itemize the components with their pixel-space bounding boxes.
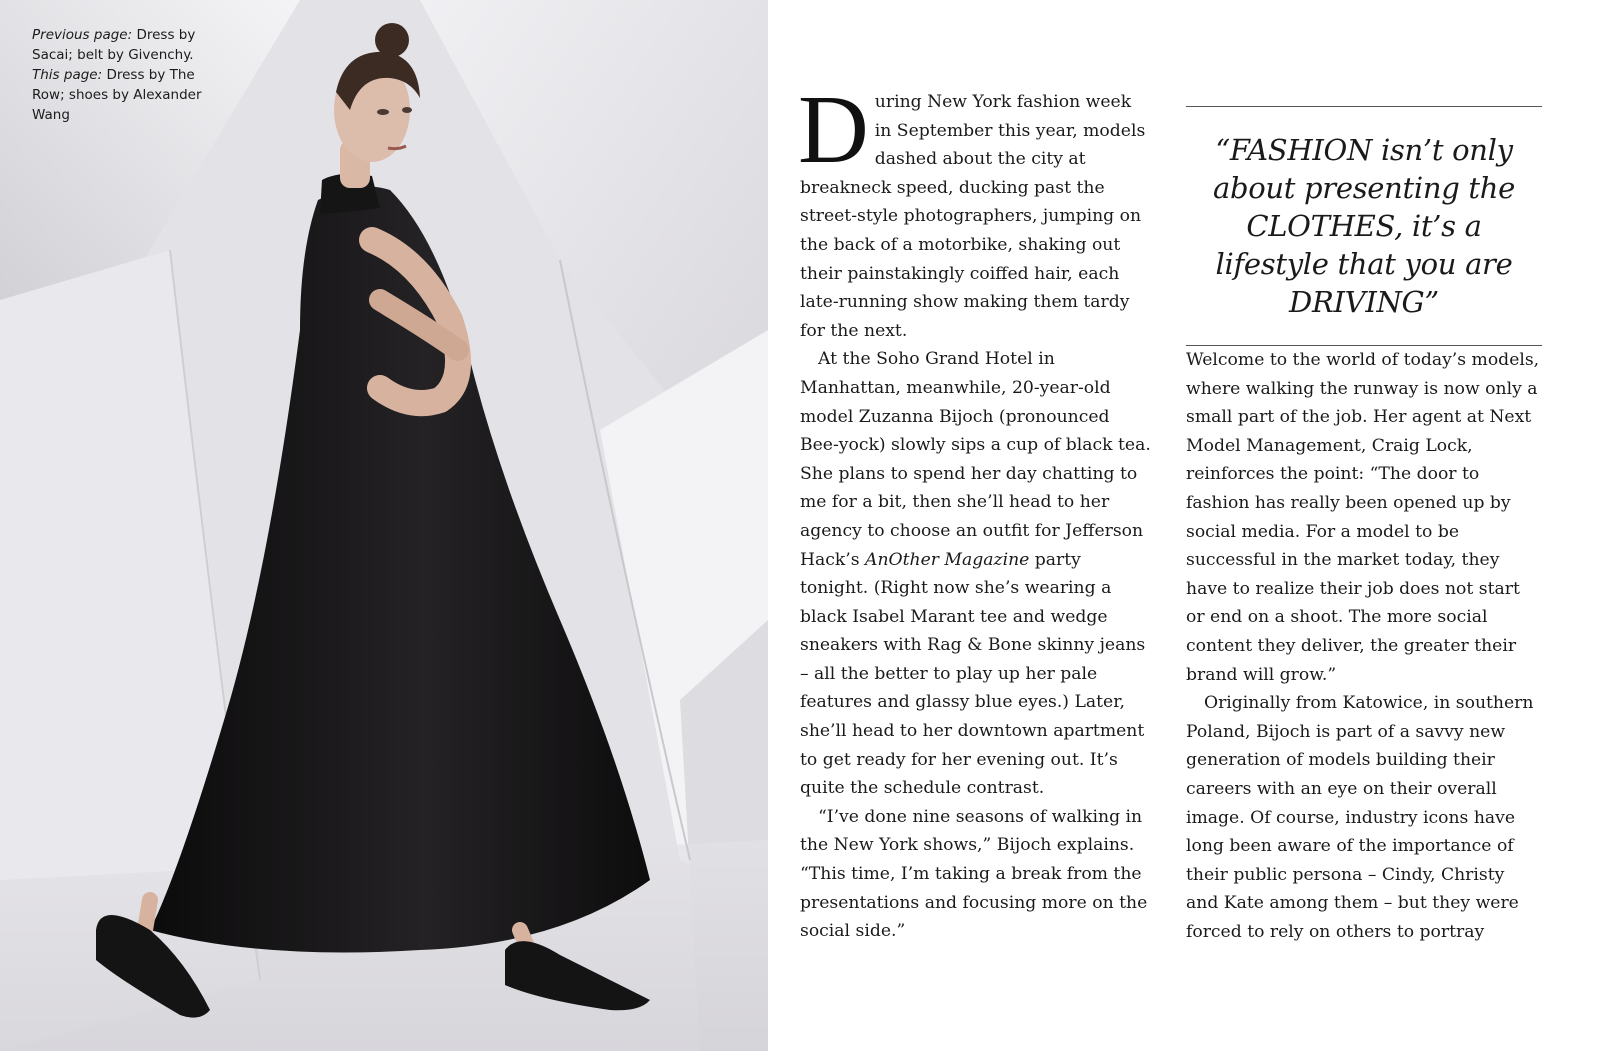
- paragraph-2-text-a: At the Soho Grand Hotel in Manhattan, meanwhile, 20-year-old model Zuzanna Bijoch (pronounced Bee-yock) slowly sips a cup of black tea. She plans to spend her day chatting to me for a bit, then she’ll head to her agency to choose an outfit for Jefferson Hack’s: [800, 349, 1151, 570]
- article-column-right: [1186, 346, 1541, 946]
- drop-cap: D: [798, 76, 869, 184]
- pull-quote: [1186, 106, 1542, 346]
- paragraph-2-text-b: party tonight. (Right now she’s wearing a black Isabel Marant tee and wedge sneakers with Rag & Bone skinny jeans – all the better to play up her pale features and glassy blue eyes.) Later, she’ll head to her downtown apartment to get ready for her evening out. It’s quite the schedule contrast.: [800, 549, 1146, 799]
- article-paragraph-2: [800, 345, 1152, 803]
- paragraph-1-text: uring New York fashion week in September this year, models dashed about the city at breakneck speed, ducking past the street-style photographers, jumping on the back of a motorbike, shaking out their painstakingly coiffed hair, each late-running show making them tardy for the next.: [800, 92, 1146, 341]
- magazine-title: AnOther Magazine: [865, 549, 1030, 570]
- article-paragraph-4: Welcome to the world of today’s models, where walking the runway is now only a small part of the job. Her agent at Next Model Management, Craig Lock, reinforces the point: “The door to fashion has really been opened up by social media. For a model to be successful in the market today, they have to realize their job does not start or end on a shoot. The more social content they deliver, the greater their brand will grow.”: [1186, 350, 1540, 685]
- article-paragraph-5: Originally from Katowice, in southern Poland, Bijoch is part of a savvy new generation of models building their careers with an eye on their overall image. Of course, industry icons have long been aware of the importance of their public persona – Cindy, Christy and Kate among them – but they were forced to rely on others to portray: [1186, 693, 1534, 942]
- caption-previous-text: Dress by Sacai; belt by Givenchy.: [32, 27, 196, 63]
- article-page: [768, 0, 1600, 1051]
- article-paragraph-1: [798, 76, 1152, 345]
- photo-page: [0, 0, 768, 1051]
- caption-this-label: This page:: [32, 67, 103, 83]
- pull-quote-text: “FASHION isn’t only about presenting the CLOTHES, it’s a lifestyle that you are DRIVING”: [1212, 133, 1516, 319]
- model-photo: [0, 0, 768, 1051]
- article-column-left: [798, 76, 1152, 946]
- caption-this-text: Dress by The Row; shoes by Alexander Wang: [32, 67, 202, 123]
- article-paragraph-3: “I’ve done nine seasons of walking in the New York shows,” Bijoch explains. “This time, I’m taking a break from the presentations and focusing more on the social side.”: [800, 806, 1148, 942]
- caption-previous-label: Previous page:: [32, 27, 133, 43]
- photo-credit-caption: [32, 25, 212, 125]
